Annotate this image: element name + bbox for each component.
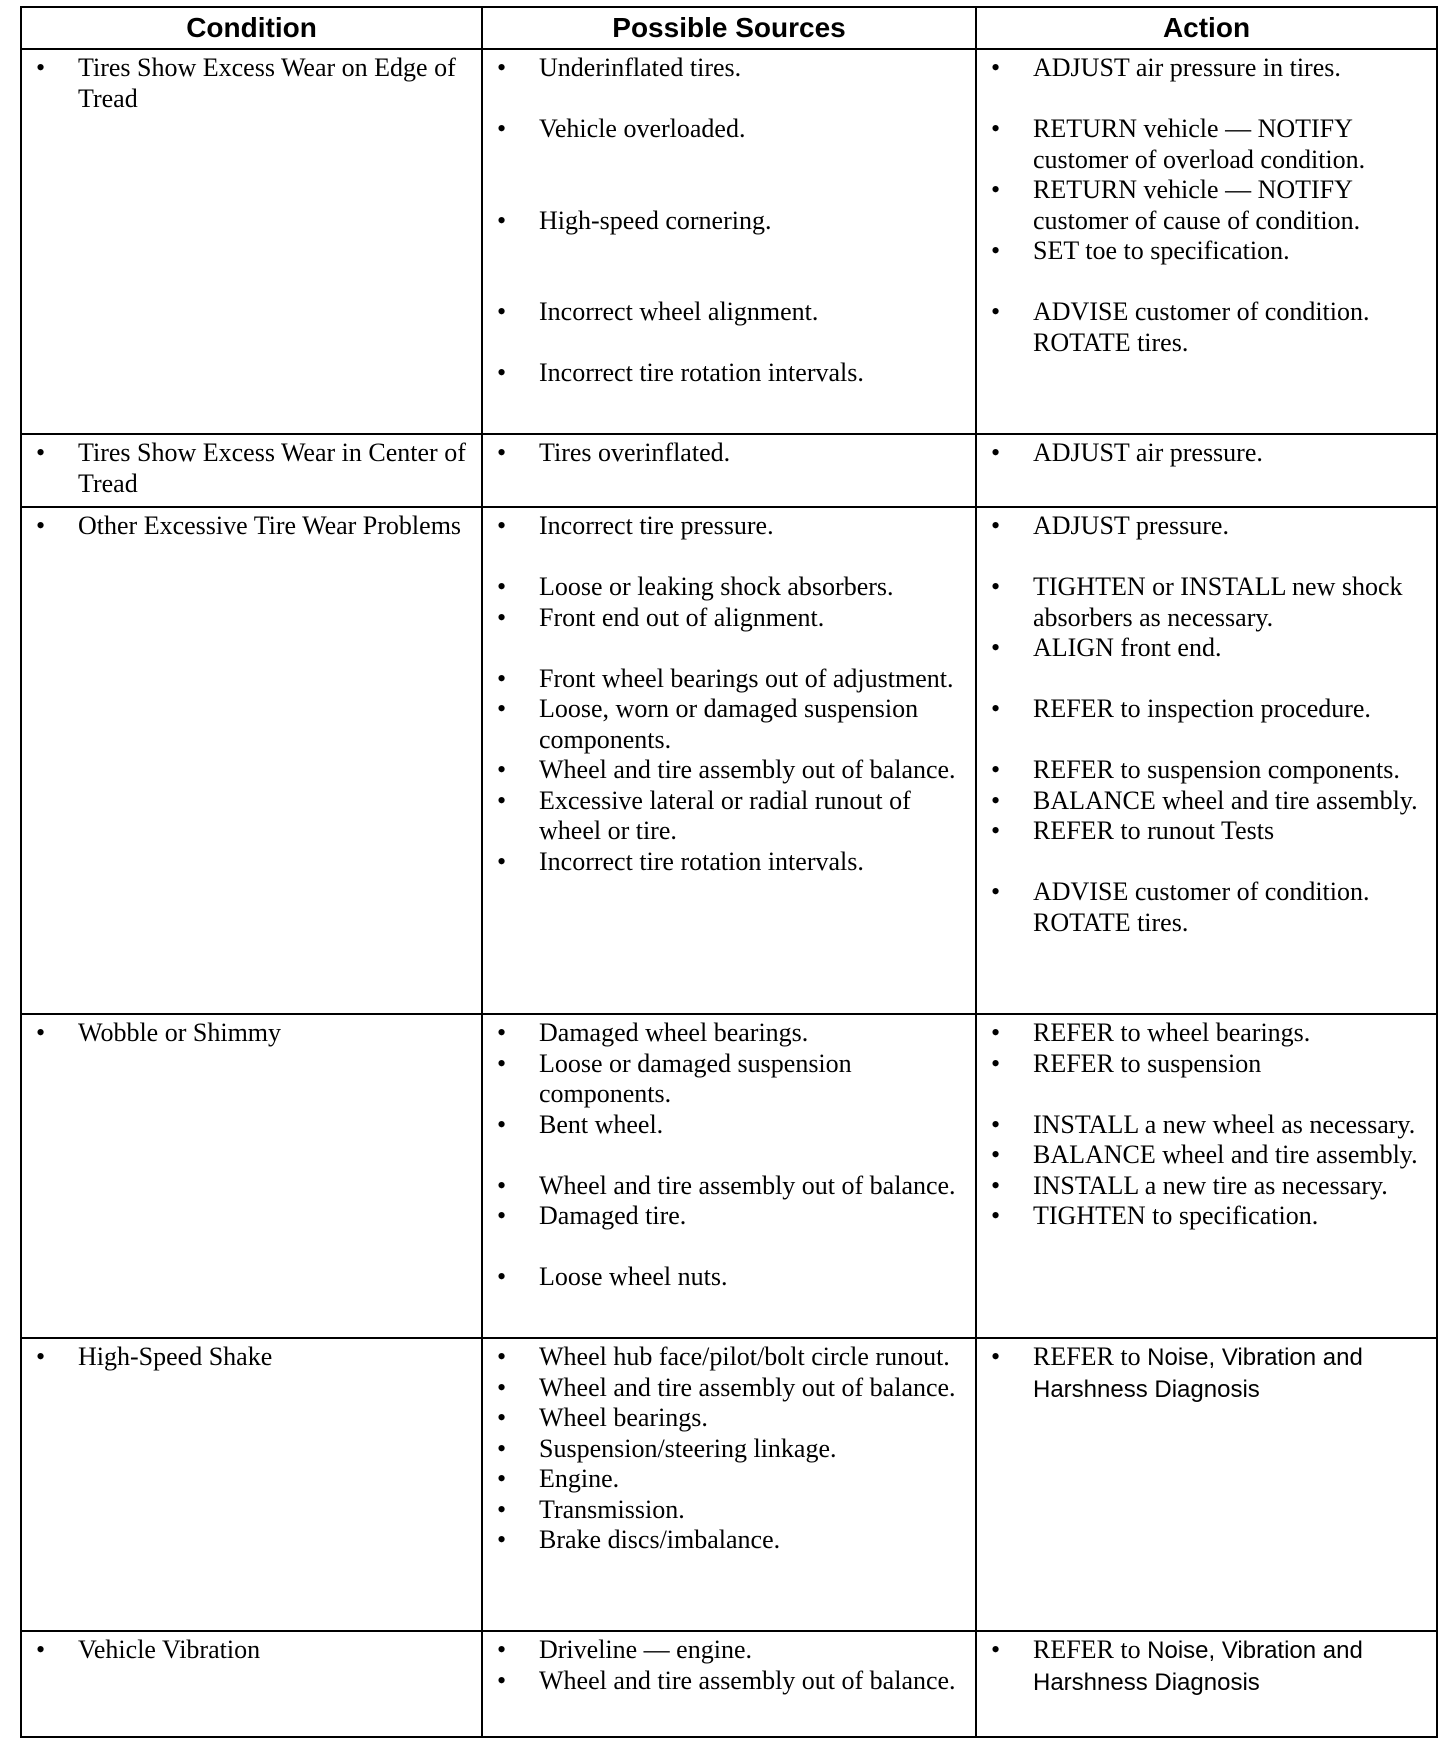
action-item: • REFER to Noise, Vibration and Harshness Diagnosis bbox=[991, 1342, 1363, 1403]
source-item: • Driveline — engine. bbox=[497, 1635, 752, 1664]
bullet-icon: • bbox=[497, 1018, 507, 1047]
condition-item: • High-Speed Shake bbox=[36, 1342, 273, 1371]
sources-cell bbox=[482, 1631, 976, 1737]
action-item: • ADVISE customer of condition. ROTATE tires. bbox=[991, 297, 1370, 357]
action-item: • REFER to wheel bearings. bbox=[991, 1018, 1311, 1047]
source-item: • Incorrect tire rotation intervals. bbox=[497, 358, 864, 387]
source-item: • Wheel and tire assembly out of balance. bbox=[497, 1665, 956, 1695]
source-item: • Wheel and tire assembly out of balance. bbox=[497, 1170, 956, 1200]
action-cell bbox=[976, 507, 1437, 1014]
bullet-icon: • bbox=[991, 1018, 1001, 1047]
action-item: • BALANCE wheel and tire assembly. bbox=[991, 1140, 1418, 1169]
table-row bbox=[21, 49, 1437, 434]
bullet-icon: • bbox=[991, 785, 1001, 815]
bullet-icon: • bbox=[497, 572, 507, 601]
bullet-icon: • bbox=[991, 1201, 1001, 1230]
bullet-icon: • bbox=[991, 236, 1001, 265]
table-row bbox=[21, 434, 1437, 507]
sources-cell bbox=[482, 1014, 976, 1338]
source-item: • Wheel and tire assembly out of balance. bbox=[497, 1372, 956, 1402]
bullet-icon: • bbox=[991, 114, 1001, 143]
sources-cell bbox=[482, 507, 976, 1014]
bullet-icon: • bbox=[497, 438, 507, 467]
nvh-reference: Noise, Vibration and Harshness Diagnosis bbox=[1033, 1344, 1363, 1403]
header-row bbox=[21, 7, 1437, 49]
action-item: • TIGHTEN or INSTALL new shock absorbers as necessary. bbox=[991, 572, 1403, 632]
action-cell bbox=[976, 1631, 1437, 1737]
bullet-icon: • bbox=[497, 358, 507, 387]
action-item: • REFER to suspension bbox=[991, 1048, 1262, 1078]
source-item: • Underinflated tires. bbox=[497, 53, 742, 82]
action-cell bbox=[976, 1014, 1437, 1338]
condition-item: • Other Excessive Tire Wear Problems bbox=[36, 511, 462, 540]
condition-cell bbox=[21, 49, 482, 434]
bullet-icon: • bbox=[36, 438, 46, 467]
bullet-icon: • bbox=[991, 438, 1001, 467]
source-item: • Incorrect tire rotation intervals. bbox=[497, 846, 864, 876]
action-cell bbox=[976, 49, 1437, 434]
bullet-icon: • bbox=[497, 785, 507, 815]
action-item: • BALANCE wheel and tire assembly. bbox=[991, 785, 1418, 815]
bullet-icon: • bbox=[36, 1635, 46, 1664]
bullet-icon: • bbox=[497, 1109, 507, 1139]
source-item: • Front wheel bearings out of adjustment. bbox=[497, 663, 954, 693]
bullet-icon: • bbox=[991, 1140, 1001, 1169]
bullet-icon: • bbox=[497, 1262, 507, 1291]
bullet-icon: • bbox=[991, 1109, 1001, 1139]
bullet-icon: • bbox=[497, 755, 507, 784]
source-item: • Excessive lateral or radial runout of wheel or tire. bbox=[497, 785, 911, 845]
bullet-icon: • bbox=[991, 1048, 1001, 1078]
condition-item: • Wobble or Shimmy bbox=[36, 1018, 282, 1047]
source-item: • Engine. bbox=[497, 1464, 620, 1493]
action-item: • ADVISE customer of condition. ROTATE tires. bbox=[991, 877, 1370, 937]
condition-item: • Tires Show Excess Wear in Center of Tread bbox=[36, 438, 466, 498]
bullet-icon: • bbox=[991, 1170, 1001, 1200]
header-possible-sources: Possible Sources bbox=[482, 7, 976, 49]
source-item: • Vehicle overloaded. bbox=[497, 114, 746, 143]
source-item: • Incorrect wheel alignment. bbox=[497, 297, 819, 326]
condition-cell bbox=[21, 1631, 482, 1737]
bullet-icon: • bbox=[36, 1018, 46, 1047]
source-item: • Tires overinflated. bbox=[497, 438, 731, 467]
nvh-reference: Noise, Vibration and Harshness Diagnosis bbox=[1033, 1637, 1363, 1696]
table-row bbox=[21, 1014, 1437, 1338]
bullet-icon: • bbox=[36, 1342, 46, 1371]
source-item: • Brake discs/imbalance. bbox=[497, 1525, 781, 1554]
bullet-icon: • bbox=[497, 511, 507, 540]
source-item: • Damaged wheel bearings. bbox=[497, 1018, 809, 1047]
source-item: • Wheel and tire assembly out of balance. bbox=[497, 755, 956, 784]
bullet-icon: • bbox=[497, 846, 507, 876]
header-condition: Condition bbox=[21, 7, 482, 49]
action-item: • RETURN vehicle — NOTIFY customer of cause of condition. bbox=[991, 175, 1361, 235]
bullet-icon: • bbox=[497, 1494, 507, 1524]
source-item: • Transmission. bbox=[497, 1494, 685, 1524]
action-cell bbox=[976, 1338, 1437, 1631]
action-item: • RETURN vehicle — NOTIFY customer of overload condition. bbox=[991, 114, 1366, 174]
action-item: • REFER to inspection procedure. bbox=[991, 694, 1371, 723]
action-item: • ADJUST pressure. bbox=[991, 511, 1229, 540]
sources-cell bbox=[482, 1338, 976, 1631]
bullet-icon: • bbox=[497, 297, 507, 326]
bullet-icon: • bbox=[497, 1201, 507, 1230]
condition-cell bbox=[21, 1338, 482, 1631]
bullet-icon: • bbox=[991, 1342, 1001, 1371]
bullet-icon: • bbox=[497, 1635, 507, 1664]
bullet-icon: • bbox=[497, 1665, 507, 1695]
source-item: • Loose, worn or damaged suspension components. bbox=[497, 694, 919, 754]
source-item: • Front end out of alignment. bbox=[497, 602, 825, 632]
sources-cell bbox=[482, 434, 976, 507]
action-cell bbox=[976, 434, 1437, 507]
table-row bbox=[21, 1631, 1437, 1737]
bullet-icon: • bbox=[497, 1170, 507, 1200]
source-item: • Wheel bearings. bbox=[497, 1403, 708, 1432]
condition-cell bbox=[21, 507, 482, 1014]
source-item: • Bent wheel. bbox=[497, 1109, 664, 1139]
condition-item: • Vehicle Vibration bbox=[36, 1635, 261, 1664]
bullet-icon: • bbox=[497, 114, 507, 143]
bullet-icon: • bbox=[497, 1433, 507, 1463]
source-item: • Loose or damaged suspension components. bbox=[497, 1048, 852, 1108]
bullet-icon: • bbox=[497, 1464, 507, 1493]
action-item: • REFER to runout Tests bbox=[991, 816, 1275, 845]
bullet-icon: • bbox=[497, 1048, 507, 1078]
header-action: Action bbox=[976, 7, 1437, 49]
table-row bbox=[21, 1338, 1437, 1631]
action-item: • ADJUST air pressure in tires. bbox=[991, 53, 1341, 82]
condition-item: • Tires Show Excess Wear on Edge of Tread bbox=[36, 53, 456, 113]
action-item: • INSTALL a new wheel as necessary. bbox=[991, 1109, 1416, 1139]
action-item: • INSTALL a new tire as necessary. bbox=[991, 1170, 1388, 1200]
sources-cell bbox=[482, 49, 976, 434]
condition-cell bbox=[21, 1014, 482, 1338]
condition-cell bbox=[21, 434, 482, 507]
bullet-icon: • bbox=[991, 816, 1001, 845]
action-item: • REFER to suspension components. bbox=[991, 755, 1400, 784]
source-item: • Loose wheel nuts. bbox=[497, 1262, 728, 1291]
bullet-icon: • bbox=[497, 1525, 507, 1554]
bullet-icon: • bbox=[991, 755, 1001, 784]
bullet-icon: • bbox=[991, 1635, 1001, 1664]
bullet-icon: • bbox=[497, 602, 507, 632]
action-item: • REFER to Noise, Vibration and Harshness Diagnosis bbox=[991, 1635, 1363, 1696]
bullet-icon: • bbox=[991, 175, 1001, 204]
bullet-icon: • bbox=[36, 53, 46, 82]
bullet-icon: • bbox=[497, 53, 507, 82]
bullet-icon: • bbox=[991, 877, 1001, 906]
source-item: • High-speed cornering. bbox=[497, 205, 772, 235]
bullet-icon: • bbox=[991, 53, 1001, 82]
source-item: • Damaged tire. bbox=[497, 1201, 687, 1230]
source-item: • Loose or leaking shock absorbers. bbox=[497, 572, 894, 601]
bullet-icon: • bbox=[497, 663, 507, 693]
bullet-icon: • bbox=[497, 205, 507, 235]
bullet-icon: • bbox=[497, 1342, 507, 1371]
action-item: • ALIGN front end. bbox=[991, 633, 1222, 662]
table-row bbox=[21, 507, 1437, 1014]
diagnosis-table bbox=[20, 6, 1438, 1738]
source-item: • Incorrect tire pressure. bbox=[497, 511, 774, 540]
bullet-icon: • bbox=[991, 572, 1001, 601]
bullet-icon: • bbox=[36, 511, 46, 540]
source-item: • Wheel hub face/pilot/bolt circle runout. bbox=[497, 1342, 950, 1371]
action-item: • TIGHTEN to specification. bbox=[991, 1201, 1319, 1230]
action-item: • SET toe to specification. bbox=[991, 236, 1290, 265]
source-item: • Suspension/steering linkage. bbox=[497, 1433, 837, 1463]
action-item: • ADJUST air pressure. bbox=[991, 438, 1263, 467]
bullet-icon: • bbox=[991, 633, 1001, 662]
bullet-icon: • bbox=[991, 694, 1001, 723]
bullet-icon: • bbox=[991, 511, 1001, 540]
bullet-icon: • bbox=[497, 694, 507, 723]
bullet-icon: • bbox=[991, 297, 1001, 326]
bullet-icon: • bbox=[497, 1372, 507, 1402]
bullet-icon: • bbox=[497, 1403, 507, 1432]
